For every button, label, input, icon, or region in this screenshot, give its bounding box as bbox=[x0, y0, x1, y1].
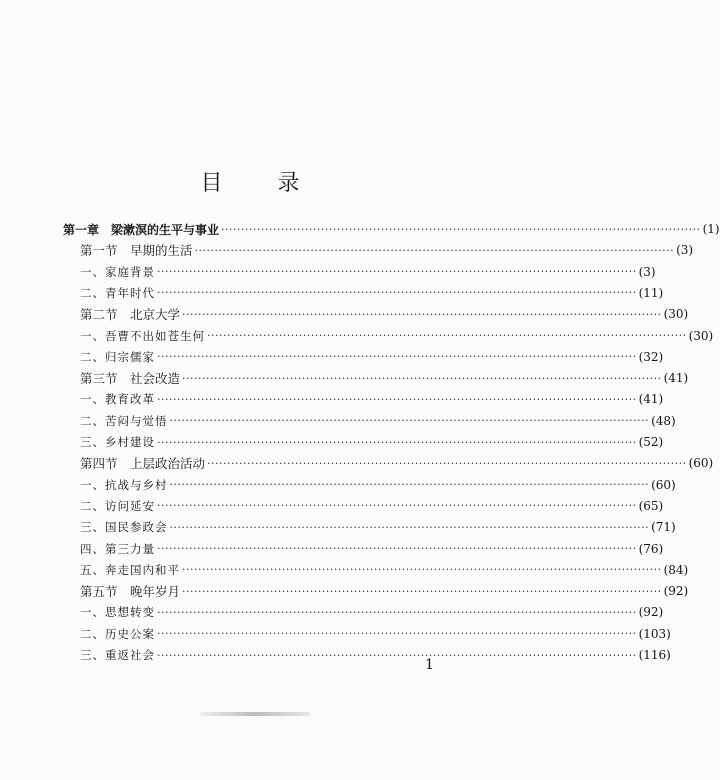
toc-entry-label: 三、国民参政会 bbox=[80, 520, 168, 535]
toc-entry-page: (92) bbox=[663, 584, 689, 599]
toc-entry-label: 二、历史公案 bbox=[80, 626, 155, 641]
toc-entry-label: 三、重返社会 bbox=[80, 648, 155, 662]
toc-section-entry bbox=[80, 368, 689, 388]
toc-leader-dots: ························································································································ bbox=[157, 542, 637, 555]
toc-entry-label: 二、访问延安 bbox=[80, 498, 155, 513]
toc-entry-page: (32) bbox=[638, 349, 664, 364]
toc-entry-label: 第一章 梁漱溟的生平与事业 bbox=[63, 222, 220, 237]
toc-section-entry bbox=[80, 304, 689, 324]
toc-item-entry bbox=[80, 602, 664, 622]
toc-leader-dots: ························································································································ bbox=[182, 584, 662, 598]
toc-entry-page: (76) bbox=[638, 541, 664, 556]
toc-entry-page: (60) bbox=[688, 456, 714, 471]
toc-entry-page: (11) bbox=[638, 285, 664, 300]
toc-entry-label: 一、吾曹不出如苍生何 bbox=[80, 328, 205, 343]
toc-item-entry bbox=[80, 517, 676, 537]
toc-entry-label: 三、乡村建设 bbox=[80, 435, 155, 449]
toc-item-entry bbox=[80, 326, 714, 346]
toc-entry-page: (84) bbox=[663, 562, 689, 577]
toc-leader-dots: ························································································································ bbox=[157, 265, 637, 279]
toc-item-entry bbox=[80, 389, 664, 409]
toc-entry-label: 第三节 社会改造 bbox=[80, 371, 181, 387]
toc-leader-dots: ························································································································ bbox=[182, 563, 662, 577]
scan-smudge bbox=[200, 712, 310, 716]
toc-entry-page: (48) bbox=[651, 413, 676, 428]
toc-entry-page: (116) bbox=[638, 648, 671, 662]
toc-leader-dots: ························································································································ bbox=[157, 350, 637, 364]
toc-item-entry bbox=[80, 262, 656, 282]
toc-leader-dots: ························································································································ bbox=[169, 520, 650, 534]
toc-section-entry bbox=[80, 240, 694, 260]
toc-entry-page: (1) bbox=[702, 222, 720, 236]
toc-entry-page: (103) bbox=[638, 626, 671, 641]
toc-item-entry bbox=[80, 560, 689, 580]
toc-item-entry bbox=[80, 283, 664, 303]
toc-item-entry bbox=[80, 496, 664, 516]
toc-entry-page: (3) bbox=[638, 264, 656, 279]
toc-section-entry bbox=[80, 453, 714, 473]
toc-entry-label: 一、思想转变 bbox=[80, 605, 155, 620]
toc-leader-dots: ························································································································ bbox=[207, 329, 687, 342]
toc-entry-label: 一、教育改革 bbox=[80, 392, 155, 407]
toc-entry-label: 二、青年时代 bbox=[80, 285, 155, 300]
toc-entry-page: (71) bbox=[651, 520, 676, 535]
toc-leader-dots: ························································································································ bbox=[157, 286, 637, 300]
toc-entry-label: 第四节 上层政治活动 bbox=[80, 456, 206, 472]
toc-leader-dots: ························································································································ bbox=[221, 222, 701, 236]
toc-entry-page: (65) bbox=[638, 498, 664, 513]
toc-entry-label: 二、归宗儒家 bbox=[80, 349, 155, 364]
toc-entry-page: (92) bbox=[638, 605, 664, 620]
toc-entry-page: (60) bbox=[651, 477, 676, 492]
toc-entry-label: 第二节 北京大学 bbox=[80, 307, 181, 323]
toc-entry-label: 一、家庭背景 bbox=[80, 264, 155, 279]
toc-leader-dots: ························································································································ bbox=[157, 605, 637, 619]
page-number: 1 bbox=[425, 657, 434, 673]
toc-leader-dots: ························································································································ bbox=[182, 307, 662, 321]
toc-leader-dots: ························································································································ bbox=[157, 499, 637, 513]
toc-entry-label: 第一节 早期的生活 bbox=[80, 243, 193, 259]
toc-entry-page: (41) bbox=[663, 371, 689, 386]
toc-item-entry bbox=[80, 645, 671, 665]
toc-entry-page: (3) bbox=[676, 243, 694, 258]
toc-item-entry bbox=[80, 411, 676, 431]
toc-entry-label: 第五节 晚年岁月 bbox=[80, 584, 181, 600]
toc-item-entry bbox=[80, 539, 664, 559]
toc-leader-dots: ························································································································ bbox=[182, 371, 662, 385]
toc-item-entry bbox=[80, 475, 676, 495]
toc-leader-dots: ························································································································ bbox=[169, 414, 650, 428]
toc-leader-dots: ························································································································ bbox=[157, 648, 637, 662]
toc-item-entry bbox=[80, 432, 664, 452]
toc-leader-dots: ························································································································ bbox=[194, 243, 675, 257]
page-title: 目 录 bbox=[200, 171, 324, 196]
toc-entry-label: 五、奔走国内和平 bbox=[80, 562, 180, 577]
toc-entry-page: (52) bbox=[638, 435, 664, 449]
toc-item-entry bbox=[80, 347, 664, 367]
toc-chapter-entry bbox=[63, 219, 720, 239]
toc-leader-dots: ························································································································ bbox=[157, 392, 637, 406]
toc-entry-label: 二、苦闷与觉悟 bbox=[80, 413, 168, 428]
toc-leader-dots: ························································································································ bbox=[207, 456, 687, 470]
toc-leader-dots: ························································································································ bbox=[157, 435, 637, 449]
toc-section-entry bbox=[80, 581, 689, 601]
toc-leader-dots: ························································································································ bbox=[157, 627, 637, 641]
toc-entry-page: (41) bbox=[638, 392, 664, 407]
toc-entry-page: (30) bbox=[663, 307, 689, 322]
toc-leader-dots: ························································································································ bbox=[169, 478, 650, 492]
toc-entry-label: 一、抗战与乡村 bbox=[80, 477, 168, 492]
toc-entry-label: 四、第三力量 bbox=[80, 541, 155, 556]
toc-item-entry bbox=[80, 624, 671, 644]
toc-entry-page: (30) bbox=[688, 328, 714, 343]
